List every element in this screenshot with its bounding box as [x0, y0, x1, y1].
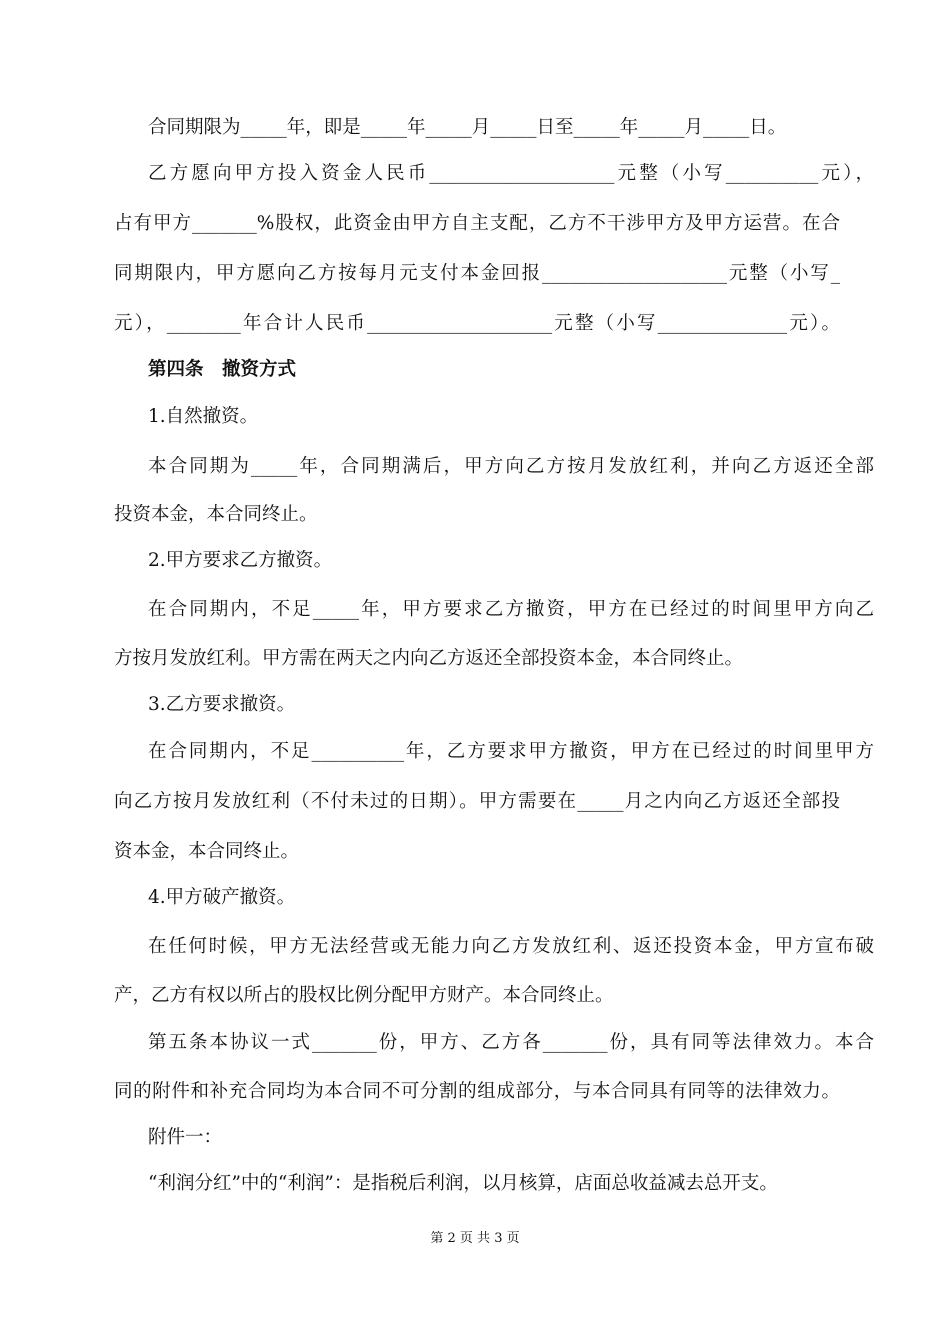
paragraph-line: 元），________年合计人民币____________________元整（小写______________元）。 — [114, 313, 840, 334]
paragraph-line: 资本金，本合同终止。 — [114, 841, 300, 862]
page-number-footer: 第 2 页 共 3 页 — [430, 1231, 520, 1246]
appendix-heading: 附件一： — [148, 1127, 223, 1148]
paragraph-line: “利润分红”中的“利润”：是指税后利润，以月核算，店面总收益减去总开支。 — [148, 1173, 778, 1194]
section-heading-article-4: 第四条 撤资方式 — [148, 359, 297, 380]
paragraph-line: 在合同期内，不足__________年，乙方要求甲方撤资，甲方在已经过的时间里甲方 — [148, 741, 874, 762]
paragraph-line: 同的附件和补充合同均为本合同不可分割的组成部分，与本合同具有同等的法律效力。 — [114, 1081, 840, 1102]
paragraph-line: 向乙方按月发放红利（不付未过的日期）。甲方需要在_____月之内向乙方返还全部投 — [114, 791, 840, 812]
contract-term-line: 合同期限为_____年，即是_____年_____月_____日至_____年_____月_____日。 — [148, 117, 787, 138]
subsection-heading: 1.自然撤资。 — [148, 406, 259, 427]
paragraph-line: 本合同期为_____年，合同期满后，甲方向乙方按月发放红利，并向乙方返还全部 — [148, 456, 874, 477]
paragraph-line: 第五条本协议一式_______份，甲方、乙方各_______份，具有同等法律效力。本合 — [148, 1032, 874, 1053]
paragraph-line: 占有甲方_______%股权，此资金由甲方自主支配，乙方不干涉甲方及甲方运营。在合 — [114, 213, 840, 234]
paragraph-line: 产，乙方有权以所占的股权比例分配甲方财产。本合同终止。 — [114, 985, 614, 1006]
paragraph-line: 在合同期内，不足_____年，甲方要求乙方撤资，甲方在已经过的时间里甲方向乙 — [148, 599, 874, 620]
subsection-heading: 3.乙方要求撤资。 — [148, 694, 296, 715]
paragraph-line: 投资本金，本合同终止。 — [114, 504, 318, 525]
paragraph-line: 同期限内，甲方愿向乙方按每月元支付本金回报____________________元整（小写_ — [114, 263, 840, 284]
paragraph-line: 乙方愿向甲方投入资金人民币____________________元整（小写__________元）， — [148, 163, 874, 184]
subsection-heading: 2.甲方要求乙方撤资。 — [148, 550, 333, 571]
paragraph-line: 在任何时候，甲方无法经营或无能力向乙方发放红利、返还投资本金，甲方宣布破 — [148, 936, 874, 957]
paragraph-line: 方按月发放红利。甲方需在两天之内向乙方返还全部投资本金，本合同终止。 — [114, 648, 744, 669]
subsection-heading: 4.甲方破产撤资。 — [148, 887, 296, 908]
